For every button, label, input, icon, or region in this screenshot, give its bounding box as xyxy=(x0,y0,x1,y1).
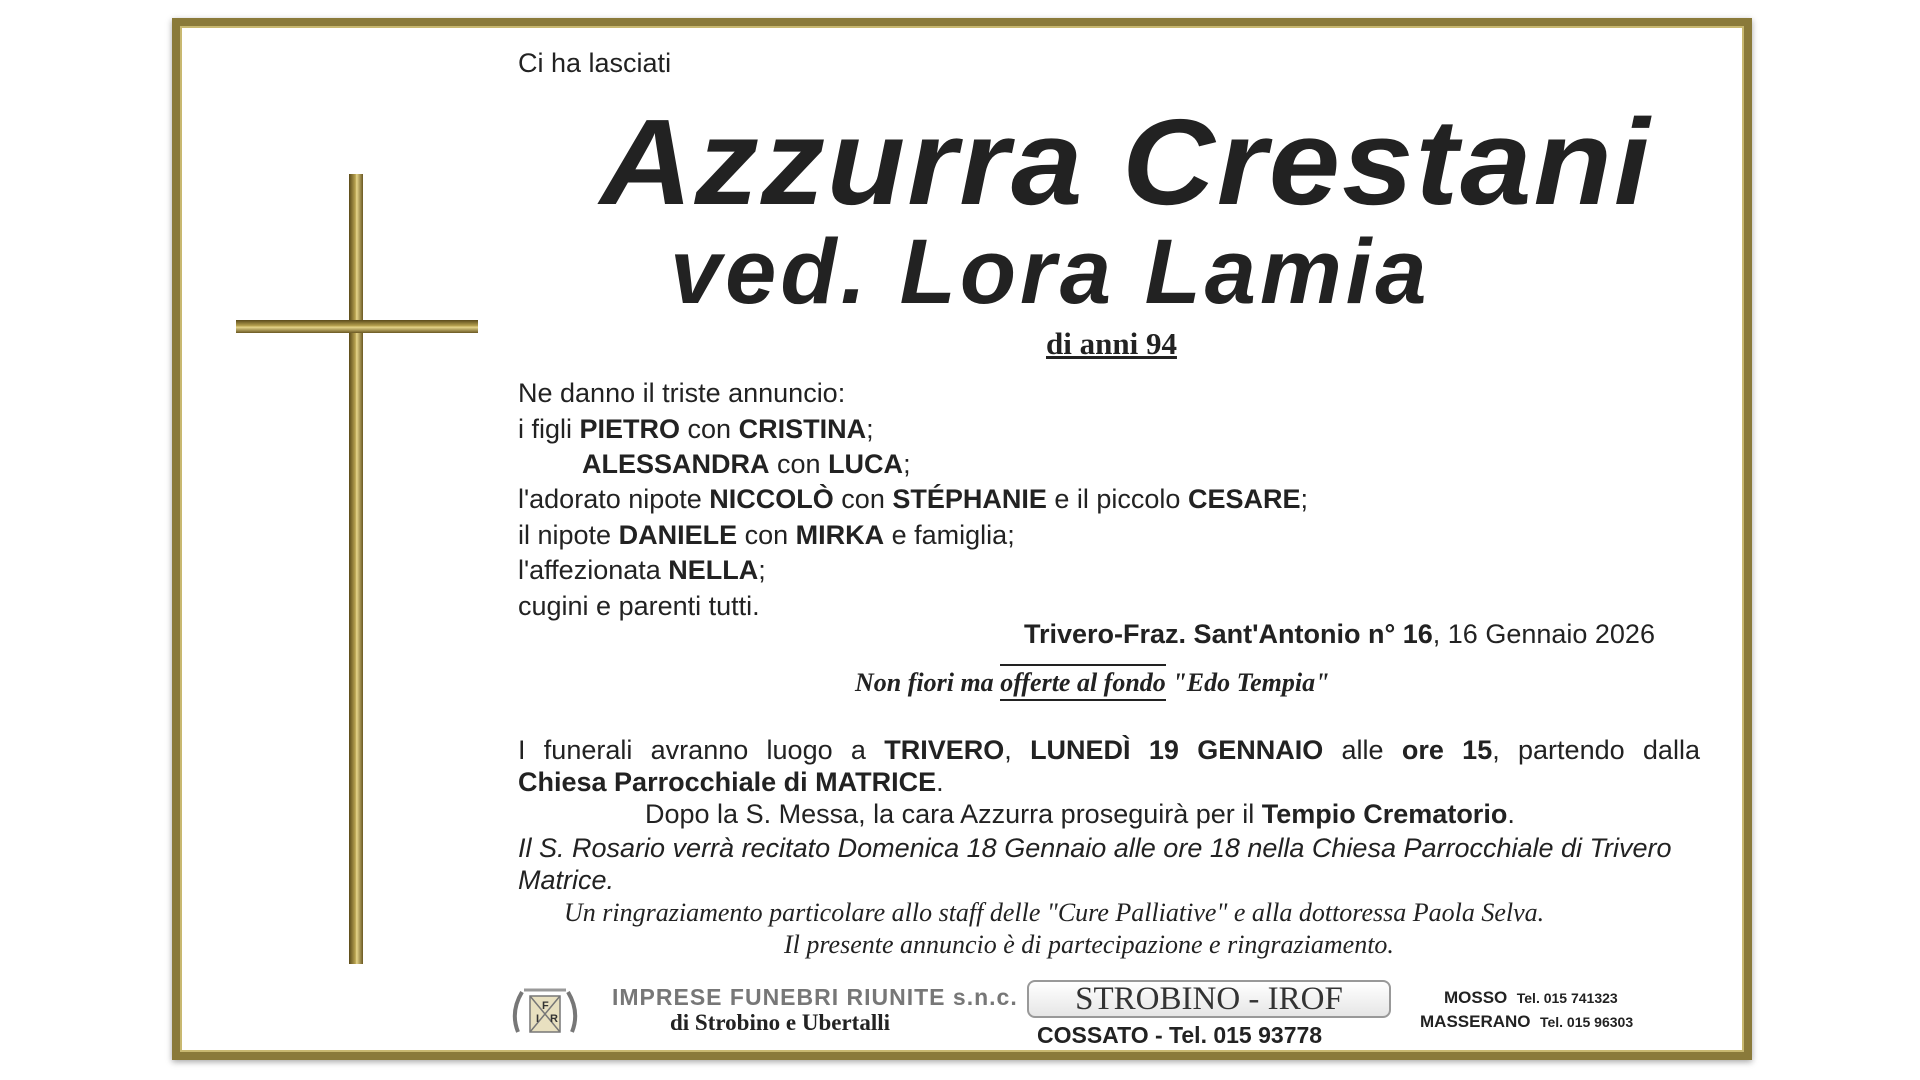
family-name: ALESSANDRA xyxy=(582,449,770,479)
branch-tel: Tel. 015 741323 xyxy=(1516,990,1618,1006)
logo-letter: R xyxy=(550,1013,558,1025)
family-name: CRISTINA xyxy=(738,414,867,444)
text: ; xyxy=(1300,484,1308,514)
text: con xyxy=(833,484,893,514)
branch-tel: Tel. 015 96303 xyxy=(1539,1014,1634,1030)
deceased-married-name: ved. Lora Lamia xyxy=(670,221,1431,323)
text: i figli xyxy=(518,414,580,444)
branch-name: MASSERANO xyxy=(1420,1012,1531,1031)
thanks-note: Un ringraziamento particolare allo staff delle "Cure Palliative" e alla dottoressa Paola Selva. xyxy=(564,898,1545,927)
text: e il piccolo xyxy=(1046,484,1188,514)
text: Dopo la S. Messa, la cara Azzurra proseguirà per il xyxy=(645,799,1262,829)
participation-note: Il presente annuncio è di partecipazione e ringraziamento. xyxy=(784,930,1394,959)
announce-line-2 xyxy=(518,414,874,445)
text: "Edo Tempia" xyxy=(1165,668,1330,697)
strobino-badge: STROBINO - IROF xyxy=(1027,980,1391,1018)
announce-line-7: cugini e parenti tutti. xyxy=(518,591,760,621)
family-name: NICCOLÒ xyxy=(709,484,834,514)
intro-text: Ci ha lasciati xyxy=(518,48,672,78)
text: con xyxy=(769,449,829,479)
place: TRIVERO xyxy=(884,735,1005,765)
mosso-phone xyxy=(1444,988,1618,1008)
text: e famiglia; xyxy=(884,520,1015,550)
laurel-logo-icon xyxy=(508,982,582,1042)
family-name: LUCA xyxy=(828,449,904,479)
text: . xyxy=(936,767,944,797)
family-name: PIETRO xyxy=(579,414,681,444)
flowers-note xyxy=(855,668,1330,698)
masserano-phone xyxy=(1420,1012,1633,1032)
announce-line-6 xyxy=(518,555,766,586)
text: il nipote xyxy=(518,520,619,550)
text: ; xyxy=(758,555,766,585)
text: I funerali avranno luogo a xyxy=(518,735,885,765)
announce-line-5 xyxy=(518,520,1015,551)
cossato-phone: COSSATO - Tel. 015 93778 xyxy=(1037,1022,1323,1048)
family-name: MIRKA xyxy=(795,520,885,550)
rosary-note: Il S. Rosario verrà recitato Domenica 18 Gennaio alle ore 18 nella Chiesa Parrocchiale di Trivero Matrice. xyxy=(518,833,1672,895)
funeral-line-3 xyxy=(645,799,1515,830)
family-name: DANIELE xyxy=(618,520,738,550)
logo-letter: F xyxy=(542,1000,549,1012)
text: con xyxy=(737,520,796,550)
ifr-logo xyxy=(508,982,582,1042)
funeral-line-2 xyxy=(518,767,944,798)
date: LUNEDÌ 19 GENNAIO xyxy=(1030,735,1324,765)
text: , xyxy=(1004,735,1031,765)
text: offerte al fondo xyxy=(1000,664,1166,701)
church: Chiesa Parrocchiale di MATRICE xyxy=(518,767,937,797)
text: con xyxy=(680,414,739,444)
funeral-line-1 xyxy=(518,735,1700,766)
time: ore 15 xyxy=(1401,735,1493,765)
cross-vertical-bar xyxy=(349,174,363,964)
crematorium: Tempio Crematorio xyxy=(1261,799,1508,829)
text: Non fiori ma xyxy=(855,668,1001,697)
text: l'adorato nipote xyxy=(518,484,710,514)
logo-letter: I xyxy=(536,1013,540,1025)
announce-line-4 xyxy=(518,484,1308,515)
address: Trivero-Fraz. Sant'Antonio n° 16 xyxy=(1024,619,1433,649)
text: l'affezionata xyxy=(518,555,669,585)
deceased-name: Azzurra Crestani xyxy=(600,94,1652,230)
family-name: NELLA xyxy=(668,555,759,585)
age-line: di anni 94 xyxy=(1046,326,1177,361)
announce-line-1: Ne danno il triste annuncio: xyxy=(518,378,846,408)
announce-line-3 xyxy=(582,449,911,480)
company-owners: di Strobino e Ubertalli xyxy=(670,1010,891,1035)
date: , 16 Gennaio 2026 xyxy=(1432,619,1655,649)
cross-horizontal-bar xyxy=(236,320,478,333)
company-name: IMPRESE FUNEBRI RIUNITE s.n.c. xyxy=(612,984,1018,1010)
branch-name: MOSSO xyxy=(1444,988,1508,1007)
family-name: CESARE xyxy=(1187,484,1301,514)
text: alle xyxy=(1323,735,1402,765)
text: , partendo dalla xyxy=(1492,735,1700,765)
address-date xyxy=(1024,619,1655,650)
text: ; xyxy=(866,414,874,444)
text: ; xyxy=(903,449,911,479)
text: . xyxy=(1507,799,1515,829)
family-name: STÉPHANIE xyxy=(892,484,1047,514)
